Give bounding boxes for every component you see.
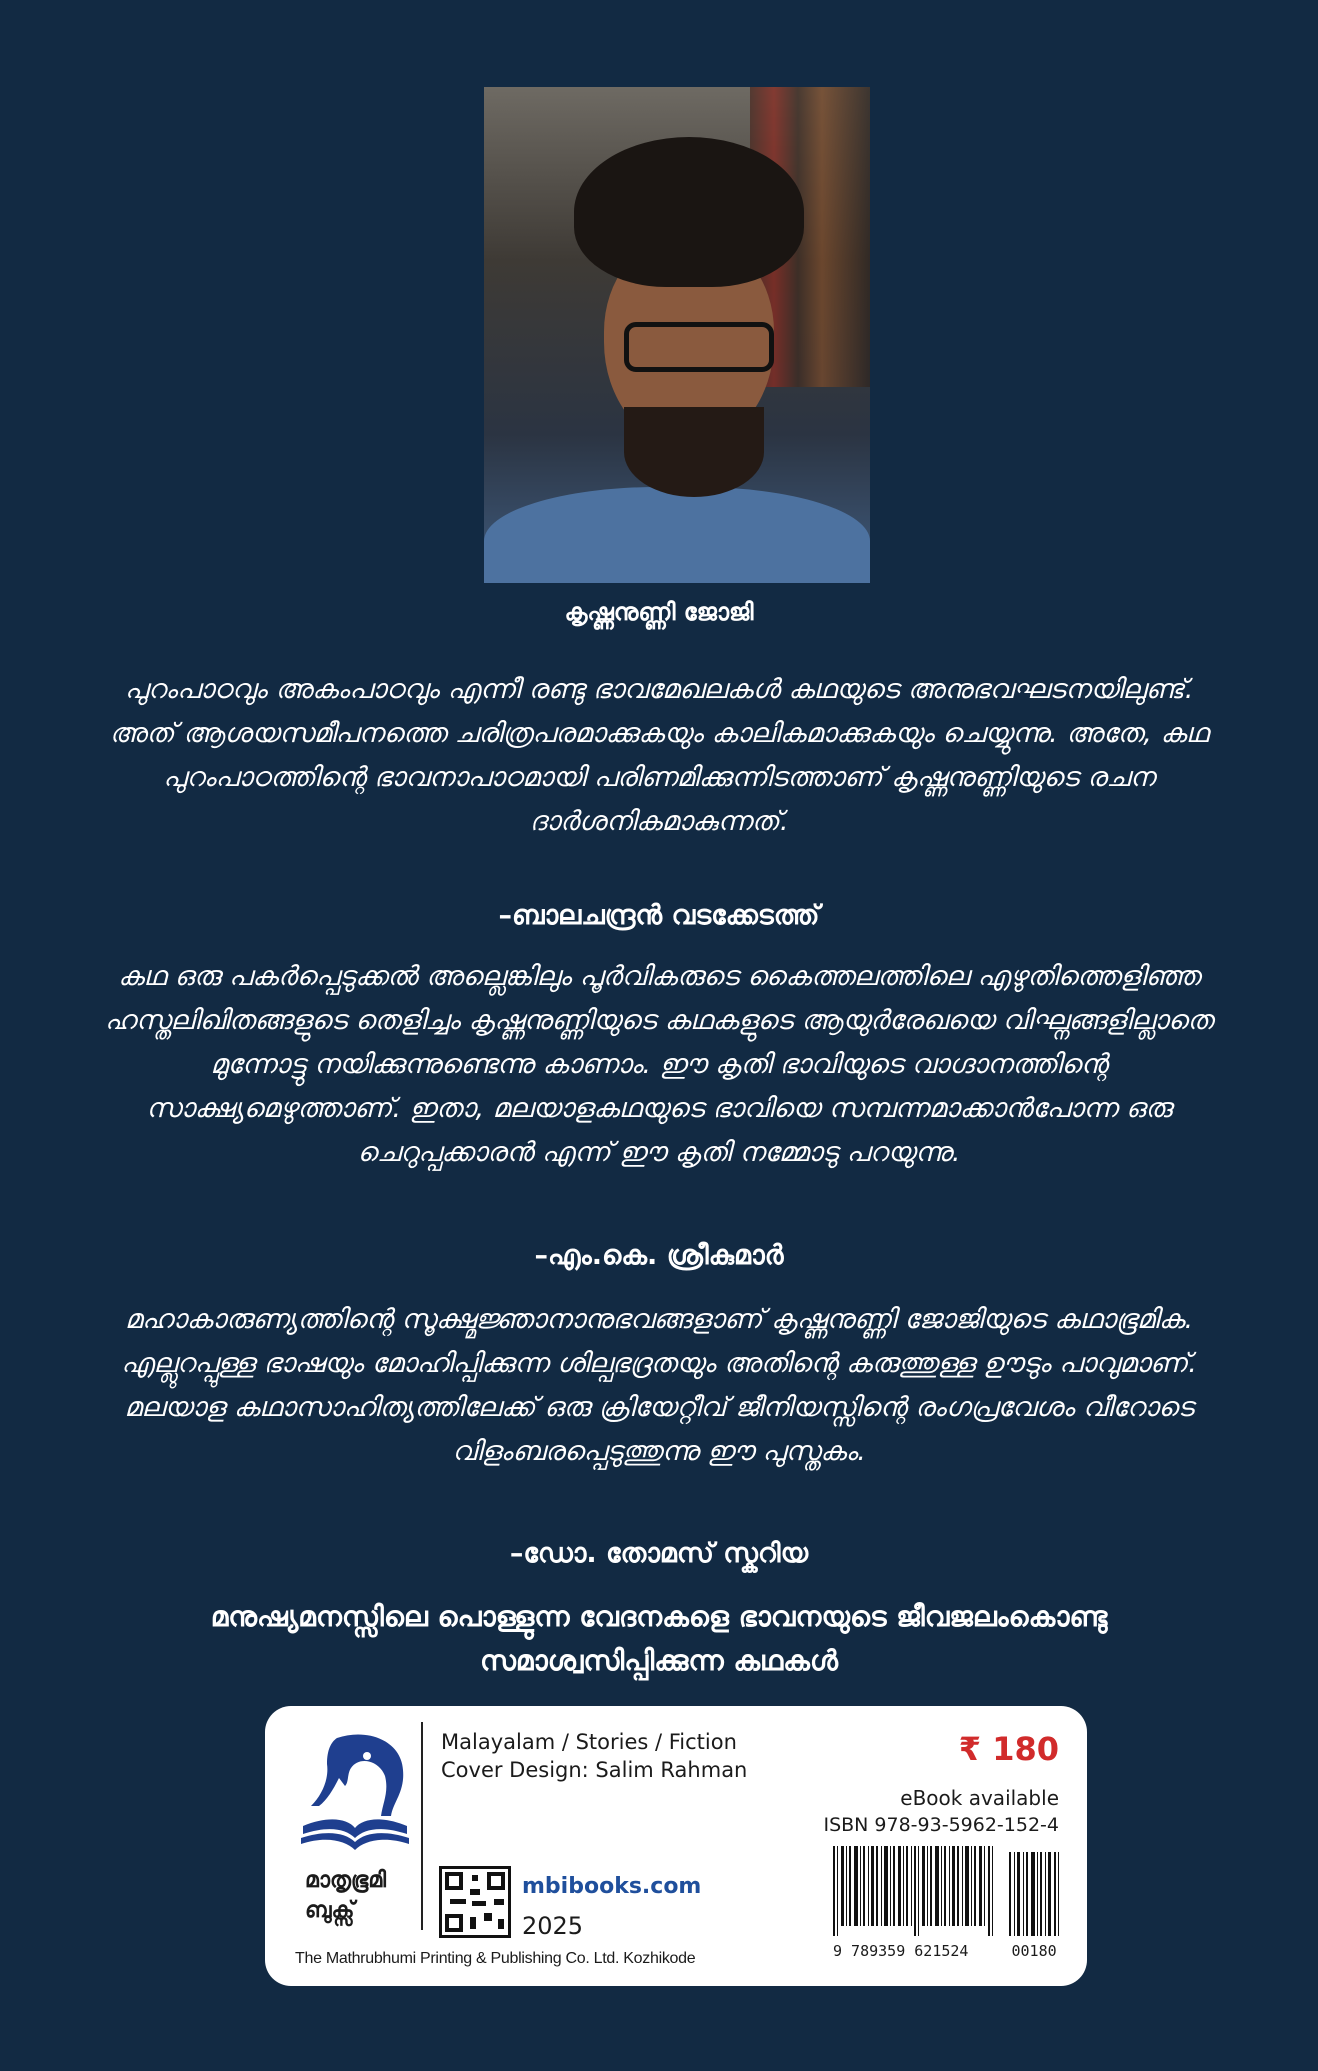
author-beard bbox=[624, 407, 764, 497]
barcode-digits bbox=[833, 1942, 1065, 1960]
book-tagline: മനുഷ്യമനസ്സിലെ പൊള്ളുന്ന വേദനകളെ ഭാവനയുടെ ജീവജലംകൊണ്ടു സമാശ്വസിപ്പിക്കുന്ന കഥകൾ bbox=[210, 1600, 1108, 1677]
author-photo bbox=[484, 87, 870, 583]
blurb-1-attribution: –ബാലചന്ദ്രൻ വടക്കേടത്ത് bbox=[498, 900, 820, 931]
blurb-3-text: മഹാകാരുണ്യത്തിന്റെ സൂക്ഷ്മജ്ഞാനാനുഭവങ്ങളാണ് കൃഷ്ണനുണ്ണി ജോജിയുടെ കഥാഭൂമിക. എല്ലുറപ്പുള്ള ഭാഷയും മോഹിപ്പിക്കുന്ന ശില്പഭദ്രതയും അതിന്റെ കരുത്തുള്ള ഊടും പാവുമാണ്. മലയാള കഥാസാഹിത്യത്തിലേക്ക് ഒരു ക്രിയേറ്റീവ് ജീനിയസ്സിന്റെ രംഗപ്രവേശം വീറോടെ വിളംബരപ്പെടുത്തുന്നു ഈ പുസ്തകം. bbox=[121, 1304, 1197, 1467]
book-price: ₹ 180 bbox=[958, 1730, 1059, 1768]
publisher-full-name: The Mathrubhumi Printing & Publishing Co. Ltd. Kozhikode bbox=[295, 1950, 696, 1967]
blurb-2-attribution: –എം.കെ. ശ്രീകുമാർ bbox=[534, 1240, 784, 1271]
publisher-info-panel bbox=[265, 1706, 1087, 1986]
blurb-2-text: കഥ ഒരു പകർപ്പെടുക്കൽ അല്ലെങ്കിലും പൂർവികരുടെ കൈത്തലത്തിലെ എഴുതിത്തെളിഞ്ഞ ഹസ്തലിഖിതങ്ങളുടെ തെളിച്ചം കൃഷ്ണനുണ്ണിയുടെ കഥകളുടെ ആയുർരേഖയെ വിഘ്നങ്ങളില്ലാതെ മുന്നോട്ടു നയിക്കുന്നുണ്ടെന്നു കാണാം. ഈ കൃതി ഭാവിയുടെ വാഗ്ദാനത്തിന്റെ സാക്ഷ്യമെഴുത്താണ്. ഇതാ, മലയാളകഥയുടെ ഭാവിയെ സമ്പന്നമാക്കാൻപോന്ന ഒരു ചെറുപ്പക്കാരൻ എന്ന് ഈ കൃതി നമ്മോടു പറയുന്നു. bbox=[104, 961, 1214, 1168]
author-hair bbox=[574, 137, 804, 287]
qr-code-icon bbox=[439, 1866, 511, 1938]
barcode-addon-digits: 00180 bbox=[1011, 1942, 1057, 1960]
publisher-website: mbibooks.com bbox=[522, 1874, 702, 1899]
elephant-book-logo-icon bbox=[297, 1730, 413, 1855]
book-category: Malayalam / Stories / Fiction bbox=[441, 1730, 737, 1754]
publication-year: 2025 bbox=[522, 1912, 584, 1940]
author-shirt bbox=[484, 487, 870, 583]
barcode-icon bbox=[833, 1846, 1061, 1936]
author-name-caption: കൃഷ്ണനുണ്ണി ജോജി bbox=[564, 598, 754, 626]
panel-divider bbox=[421, 1722, 423, 1930]
author-glasses bbox=[624, 322, 774, 372]
book-meta bbox=[441, 1728, 747, 1784]
blurb-1-text: പുറംപാഠവും അകംപാഠവും എന്നീ രണ്ടു ഭാവമേഖലകൾ കഥയുടെ അനുഭവഘടനയിലുണ്ട്. അത് ആശയസമീപനത്തെ ചരിത്രപരമാക്കുകയും കാലികമാക്കുകയും ചെയ്യുന്നു. അതേ, കഥ പുറംപാഠത്തിന്റെ ഭാവനാപാഠമായി പരിണമിക്കുന്നിടത്താണ് കൃഷ്ണനുണ്ണിയുടെ രചന ദാർശനികമാകുന്നത്. bbox=[109, 674, 1209, 837]
isbn-number: ISBN 978-93-5962-152-4 bbox=[823, 1814, 1059, 1836]
cover-design-credit: Cover Design: Salim Rahman bbox=[441, 1758, 748, 1782]
publisher-brand-malayalam: മാതൃഭൂമി ബുക്സ് bbox=[305, 1868, 387, 1923]
ebook-availability: eBook available bbox=[900, 1786, 1059, 1810]
blurb-3-attribution: –ഡോ. തോമസ് സ്കറിയ bbox=[509, 1538, 809, 1569]
barcode-main-digits: 9 789359 621524 bbox=[833, 1942, 969, 1960]
